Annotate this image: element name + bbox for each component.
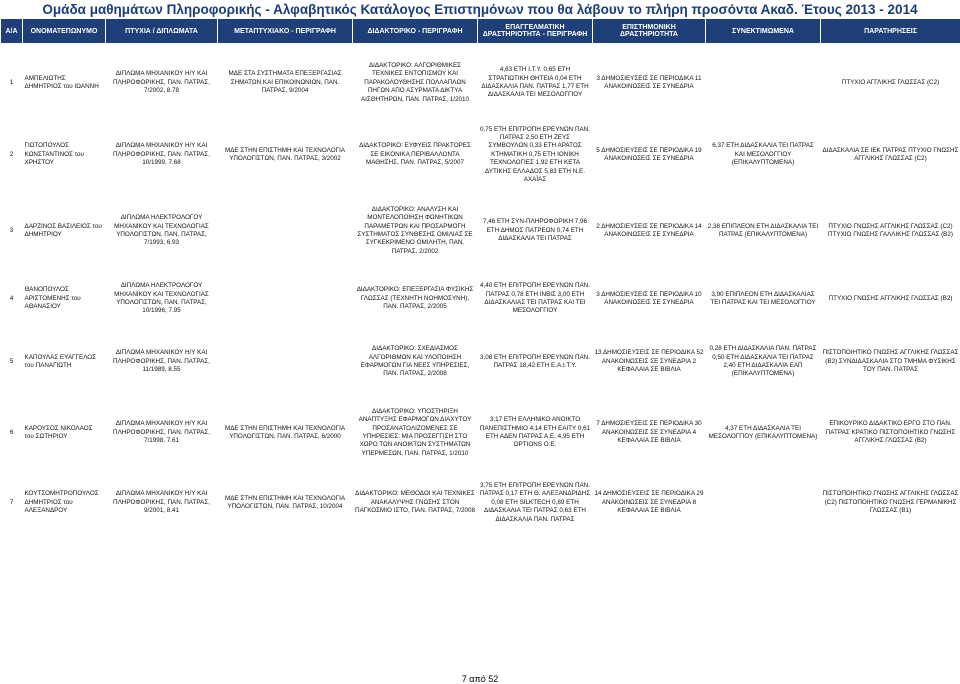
work-cell: 4,40 ΕΤΗ ΕΠΙΤΡΟΠΗ ΕΡΕΥΝΩΝ ΠΑΝ. ΠΑΤΡΑΣ 0,78 ΕΤΗ ΙΝΒΙΣ 3,00 ΕΤΗ ΔΙΔΑΣΚΑΛΙΑΣ ΤΕΙ ΠΑΤΡΑΣ ΚΑΙ ΤΕΙ ΜΕΣΟΛΟΓΓΙΟΥ bbox=[479, 282, 591, 315]
degree-cell: ΔΙΠΛΩΜΑ ΜΗΧΑΝΙΚΟΥ Η/Υ ΚΑΙ ΠΛΗΡΟΦΟΡΙΚΗΣ, ΠΑΝ. ΠΑΤΡΑΣ, 10/1999, 7.68 bbox=[113, 142, 210, 167]
page-number: 7 από 52 bbox=[461, 674, 499, 684]
candidate-name: ΑΜΠΕΛΙΩΤΗΣ ΔΗΜΗΤΡΙΟΣ του ΙΩΑΝΝΗ bbox=[24, 74, 99, 90]
degree-cell: ΔΙΠΛΩΜΑ ΜΗΧΑΝΙΚΟΥ Η/Υ ΚΑΙ ΠΛΗΡΟΦΟΡΙΚΗΣ, ΠΑΝ. ΠΑΤΡΑΣ, 9/2001, 8.41 bbox=[113, 490, 210, 515]
notes-cell: ΠΙΣΤΟΠΟΙΗΤΙΚΟ ΓΝΩΣΗΣ ΑΓΓΛΙΚΗΣ ΓΛΩΣΣΑΣ (C2) ΠΙΣΤΟΠΟΙΗΤΙΚΟ ΓΝΩΣΗΣ ΓΕΡΜΑΝΙΚΗΣ ΓΛΩΣΣΑΣ (B1) bbox=[822, 490, 959, 515]
row-number: 4 bbox=[9, 294, 14, 302]
work-cell: 4,63 ΕΤΗ Ι.Τ.Υ. 0,65 ΕΤΗ ΣΤΡΑΤΙΩΤΙΚΗ ΘΗΤΕΙΑ 0,04 ΕΤΗ ΔΙΔΑΣΚΑΛΙΑ ΠΑΝ. ΠΑΤΡΑΣ 1,77 ΕΤΗ ΔΙΔΑΣΚΑΛΙΑ ΤΕΙ ΜΕΣΟΛΟΓΓΙΟΥ bbox=[481, 66, 589, 99]
master-cell bbox=[218, 274, 353, 324]
column-header: ΟΝΟΜΑΤΕΠΩΝΥΜΟ bbox=[23, 19, 106, 44]
degree-cell: ΔΙΠΛΩΜΑ ΜΗΧΑΝΙΚΟΥ Η/Υ ΚΑΙ ΠΛΗΡΟΦΟΡΙΚΗΣ, ΠΑΝ. ΠΑΤΡΑΣ, 7/1998, 7.61 bbox=[113, 420, 210, 445]
science-cell: 2 ΔΗΜΟΣΙΕΥΣΕΙΣ ΣΕ ΠΕΡΙΟΔΙΚΑ 14 ΑΝΑΚΟΙΝΩΣΕΙΣ ΣΕ ΣΥΝΕΔΡΙΑ bbox=[596, 222, 702, 238]
work-cell: 0,75 ΕΤΗ ΕΠΙΤΡΟΠΗ ΕΡΕΥΝΩΝ ΠΑΝ. ΠΑΤΡΑΣ 2,50 ΕΤΗ ΖΕΥΣ ΣΥΜΒΟΥΛΩΝ 0,33 ΕΤΗ ΑΡΑΤΟΣ ΚΤΗΜΑΤΙΚΗ 0,75 ΕΤΗ ΙΟΝΙΚΗ ΤΕΧΝΟΛΟΓΙΕΣ 1,92 ΕΤΗ ΚΕΤΑ ΔΥΤΙΚΗΣ ΕΛΛΑΔΟΣ 5,83 ΕΤΗ Ν.Ε. ΑΧΑΪΑΣ bbox=[479, 125, 591, 184]
science-cell: 7 ΔΗΜΟΣΙΕΥΣΕΙΣ ΣΕ ΠΕΡΙΟΔΙΚΑ 30 ΑΝΑΚΟΙΝΩΣΕΙΣ ΣΕ ΣΥΝΕΔΡΙΑ 4 ΚΕΦΑΛΑΙΑ ΣΕ ΒΙΒΛΙΑ bbox=[596, 420, 702, 445]
row-number: 7 bbox=[9, 498, 14, 506]
science-cell: 14 ΔΗΜΟΣΙΕΥΣΕΙΣ ΣΕ ΠΕΡΙΟΔΙΚΑ 29 ΑΝΑΚΟΙΝΩΣΕΙΣ ΣΕ ΣΥΝΕΔΡΙΑ 8 ΚΕΦΑΛΑΙΑ ΣΕ ΒΙΒΛΙΑ bbox=[594, 490, 704, 515]
candidate-name: ΚΑΡΟΥΣΟΣ ΝΙΚΟΛΑΟΣ του ΣΩΤΗΡΙΟΥ bbox=[24, 424, 93, 440]
column-header: ΕΠΙΣΤΗΜΟΝΙΚΗ ΔΡΑΣΤΗΡΙΟΤΗΤΑ bbox=[593, 19, 706, 44]
master-cell: ΜΔΕ ΣΤΗΝ ΕΠΙΣΤΗΜΗ ΚΑΙ ΤΕΧΝΟΛΟΓΙΑ ΥΠΟΛΟΓΙΣΤΩΝ, ΠΑΝ. ΠΑΤΡΑΣ, 10/2004 bbox=[224, 494, 346, 510]
extra-cell bbox=[706, 50, 821, 116]
degree-cell: ΔΙΠΛΩΜΑ ΗΛΕΚΤΡΟΛΟΓΟΥ ΜΗΧΑΝΙΚΟΥ ΚΑΙ ΤΕΧΝΟΛΟΓΙΑΣ ΥΠΟΛΟΓΙΣΤΩΝ, ΠΑΝ. ΠΑΤΡΑΣ, 7/1993, 6.93 bbox=[114, 214, 209, 247]
column-header: ΔΙΔΑΚΤΟΡΙΚΟ - ΠΕΡΙΓΡΑΦΗ bbox=[353, 19, 478, 44]
notes-cell: ΠΤΥΧΙΟ ΑΓΓΛΙΚΗΣ ΓΛΩΣΣΑΣ (C2) bbox=[841, 78, 940, 86]
table-row bbox=[1, 50, 960, 116]
notes-cell: ΕΠΙΚΟΥΡΙΚΟ ΔΙΔΑΚΤΙΚΟ ΕΡΓΟ ΣΤΟ ΠΑΝ. ΠΑΤΡΑΣ ΚΡΑΤΙΚΟ ΠΙΣΤΟΠΟΙΗΤΙΚΟ ΓΝΩΣΗΣ ΑΓΓΛΙΚΗΣ ΓΛΩΣΣΑΣ (B2) bbox=[825, 420, 956, 445]
phd-cell: ΔΙΔΑΚΤΟΡΙΚΟ: ΣΧΕΔΙΑΣΜΟΣ ΑΛΓΟΡΙΘΜΩΝ ΚΑΙ ΥΛΟΠΟΙΗΣΗ ΕΦΑΡΜΟΓΩΝ ΓΙΑ ΝΕΕΣ ΥΠΗΡΕΣΙΕΣ, ΠΑΝ. ΠΑΤΡΑΣ, 2/2008 bbox=[360, 345, 470, 378]
science-cell: 3 ΔΗΜΟΣΙΕΥΣΕΙΣ ΣΕ ΠΕΡΙΟΔΙΚΑ 11 ΑΝΑΚΟΙΝΩΣΕΙΣ ΣΕ ΣΥΝΕΔΡΙΑ bbox=[596, 74, 702, 90]
extra-cell: 6,37 ΕΤΗ ΔΙΔΑΣΚΑΛΙΑ ΤΕΙ ΠΑΤΡΑΣ ΚΑΙ ΜΕΣΟΛΟΓΓΙΟΥ (ΕΠΙΚΑΛΥΠΤΟΜΕΝΑ) bbox=[712, 142, 814, 167]
phd-cell: ΔΙΔΑΚΤΟΡΙΚΟ: ΕΥΦΥΕΙΣ ΠΡΑΚΤΟΡΕΣ ΣΕ ΕΙΚΟΝΙΚΑ ΠΕΡΙΒΑΛΛΟΝΤΑ ΜΑΘΗΣΗΣ, ΠΑΝ. ΠΑΤΡΑΣ, 5/2007 bbox=[359, 142, 471, 167]
phd-cell: ΔΙΔΑΚΤΟΡΙΚΟ: ΑΝΑΛΥΣΗ ΚΑΙ ΜΟΝΤΕΛΟΠΟΙΗΣΗ ΦΩΝΗΤΙΚΩΝ ΠΑΡΑΜΕΤΡΩΝ ΚΑΙ ΠΡΟΣΑΡΜΟΓΗ ΣΥΣΤΗΜΑΤΟΣ ΣΥΝΘΕΣΗΣ ΟΜΙΛΙΑΣ ΣΕ ΣΥΓΚΕΚΡΙΜΕΝΟ ΟΜΙΛΗΤΗ, ΠΑΝ. ΠΑΤΡΑΣ, 2/2002 bbox=[357, 205, 473, 255]
extra-cell: 2,38 ΕΠΙΠΛΕΟΝ ΕΤΗ ΔΙΔΑΣΚΑΛΙΑ ΤΕΙ ΠΑΤΡΑΣ (ΕΠΙΚΑΛΥΠΤΟΜΕΝΑ) bbox=[707, 222, 819, 238]
candidate-name: ΚΟΥΤΣΟΜΗΤΡΟΠΟΥΛΟΣ ΔΗΜΗΤΡΙΟΣ του ΑΛΕΞΑΝΔΡΟΥ bbox=[24, 490, 99, 515]
extra-cell: 0,28 ΕΤΗ ΔΙΔΑΣΚΑΛΙΑ ΠΑΝ. ΠΑΤΡΑΣ 0,50 ΕΤΗ ΔΙΔΑΣΚΑΛΙΑ ΤΕΙ ΠΑΤΡΑΣ 2,40 ΕΤΗ ΔΙΔΑΣΚΑΛΙΑ ΕΑΠ (ΕΠΙΚΑΛΥΠΤΟΜΕΝΑ) bbox=[709, 345, 817, 378]
phd-cell: ΔΙΔΑΚΤΟΡΙΚΟ: ΕΠΕΞΕΡΓΑΣΙΑ ΦΥΣΙΚΗΣ ΓΛΩΣΣΑΣ (ΤΕΧΝΗΤΗ ΝΟΗΜΟΣΥΝΗ), ΠΑΝ. ΠΑΤΡΑΣ, 2/2005 bbox=[356, 286, 474, 311]
table-row bbox=[1, 122, 960, 188]
extra-cell: 4,37 ΕΤΗ ΔΙΔΑΣΚΑΛΙΑ ΤΕΙ ΜΕΣΟΛΟΓΓΙΟΥ (ΕΠΙΚΑΛΥΠΤΟΜΕΝΑ) bbox=[708, 424, 818, 440]
candidates-table bbox=[0, 18, 960, 534]
candidate-name: ΚΑΠΟΥΛΑΣ ΕΥΑΓΓΕΛΟΣ του ΠΑΝΑΓΙΩΤΗ bbox=[24, 353, 97, 369]
column-header: ΣΥΝΕΚΤΙΜΩΜΕΝΑ bbox=[706, 19, 821, 44]
degree-cell: ΔΙΠΛΩΜΑ ΗΛΕΚΤΡΟΛΟΓΟΥ ΜΗΧΑΝΙΚΟΥ ΚΑΙ ΤΕΧΝΟΛΟΓΙΑΣ ΥΠΟΛΟΓΙΣΤΩΝ, ΠΑΝ. ΠΑΤΡΑΣ, 10/1996, 7.95 bbox=[114, 282, 209, 315]
work-cell: 7,46 ΕΤΗ ΣΥΝ-ΠΛΗΡΟΦΟΡΙΚΗ 7,96 ΕΤΗ ΔΗΜΟΣ ΠΑΤΡΕΩΝ 0,74 ΕΤΗ ΔΙΔΑΣΚΑΛΙΑ ΤΕΙ ΠΑΤΡΑΣ bbox=[482, 218, 588, 243]
master-cell: ΜΔΕ ΣΤΑ ΣΥΣΤΗΜΑΤΑ ΕΠΕΞΕΡΓΑΣΙΑΣ ΣΗΜΑΤΩΝ ΚΑΙ ΕΠΙΚΟΙΝΩΝΙΩΝ, ΠΑΝ. ΠΑΤΡΑΣ, 9/2004 bbox=[228, 70, 342, 95]
column-header: ΠΤΥΧΙΑ / ΔΙΠΛΩΜΑΤΑ bbox=[106, 19, 218, 44]
master-cell bbox=[218, 330, 353, 394]
candidate-name: ΔΑΡΖΙΝΟΣ ΒΑΣΙΛΕΙΟΣ του ΔΗΜΗΤΡΙΟΥ bbox=[24, 222, 102, 238]
notes-cell: ΔΙΔΑΣΚΑΛΙΑ ΣΕ ΙΕΚ ΠΑΤΡΑΣ ΠΤΥΧΙΟ ΓΝΩΣΗΣ ΑΓΓΛΙΚΗΣ ΓΛΩΣΣΑΣ (C2) bbox=[822, 146, 959, 162]
science-cell: 3 ΔΗΜΟΣΙΕΥΣΕΙΣ ΣΕ ΠΕΡΙΟΔΙΚΑ 10 ΑΝΑΚΟΙΝΩΣΕΙΣ ΣΕ ΣΥΝΕΔΡΙΑ bbox=[596, 290, 702, 306]
row-number: 1 bbox=[9, 78, 14, 86]
phd-cell: ΔΙΔΑΚΤΟΡΙΚΟ: ΥΠΟΣΤΗΡΙΞΗ ΑΝΑΠΤΥΞΗΣ ΕΦΑΡΜΟΓΩΝ ΔΙΑΧΥΤΟΥ ΠΡΟΣΑΝΑΤΟΛΙΖΟΜΕΝΕΣ ΣΕ ΥΠΗΡΕΣΙΕΣ: ΜΙΑ ΠΡΟΣΕΓΓΙΣΗ ΣΤΟ ΧΩΡΟ ΤΩΝ ΑΝΟΙΚΤΩΝ ΣΥΣΤΗΜΑΤΩΝ ΥΠΕΡΜΕΣΩΝ, ΠΑΝ. ΠΑΤΡΑΣ, 1/2010 bbox=[358, 407, 472, 457]
page-title: Ομάδα μαθημάτων Πληροφορικής - Αλφαβητικός Κατάλογος Επιστημόνων που θα λάβουν το πλήρη προσόντα Ακαδ. Έτους 2013 - 2014 bbox=[42, 2, 918, 17]
master-cell: ΜΔΕ ΣΤΗΝ ΕΠΙΣΤΗΜΗ ΚΑΙ ΤΕΧΝΟΛΟΓΙΑ ΥΠΟΛΟΓΙΣΤΩΝ, ΠΑΝ. ΠΑΤΡΑΣ, 6/2000 bbox=[224, 424, 346, 440]
science-cell: 5 ΔΗΜΟΣΙΕΥΣΕΙΣ ΣΕ ΠΕΡΙΟΔΙΚΑ 19 ΑΝΑΚΟΙΝΩΣΕΙΣ ΣΕ ΣΥΝΕΔΡΙΑ bbox=[596, 146, 702, 162]
column-header: ΠΑΡΑΤΗΡΗΣΕΙΣ bbox=[821, 19, 960, 44]
candidate-name: ΘΑΝΟΠΟΥΛΟΣ ΑΡΙΣΤΟΜΕΝΗΣ του ΑΘΑΝΑΣΙΟΥ bbox=[24, 286, 81, 311]
row-number: 3 bbox=[9, 226, 14, 234]
row-number: 5 bbox=[9, 357, 14, 365]
column-header: Α/Α bbox=[1, 19, 23, 44]
work-cell: 3,17 ΕΤΗ ΕΛΛΗΝΙΚΟ ΑΝΟΙΚΤΟ ΠΑΝΕΠΙΣΤΗΜΙΟ 4,14 ΕΤΗ ΕΑΙΤΥ 0,61 ΕΤΗ ΑΔΕΝ ΠΑΤΡΑΣ Α.Ε. 4,95 ΕΤΗ OPTIONS Ο.Ε. bbox=[479, 416, 591, 449]
column-header: ΜΕΤΑΠΤΥΧΙΑΚΟ - ΠΕΡΙΓΡΑΦΗ bbox=[218, 19, 353, 44]
work-cell: 3,75 ΕΤΗ ΕΠΙΤΡΟΠΗ ΕΡΕΥΝΩΝ ΠΑΝ. ΠΑΤΡΑΣ 0,17 ΕΤΗ Θ. ΑΛΕΞΑΝΔΡΙΔΗΣ 0,08 ΕΤΗ SILKTECH 0,89 ΕΤΗ ΔΙΔΑΣΚΑΛΙΑ ΤΕΙ ΠΑΤΡΑΣ 0,63 ΕΤΗ ΔΙΔΑΣΚΑΛΙΑ ΠΑΝ. ΠΑΤΡΑΣ bbox=[479, 481, 591, 523]
notes-cell: ΠΤΥΧΙΟ ΓΝΩΣΗΣ ΑΓΓΛΙΚΗΣ ΓΛΩΣΣΑΣ (C2) ΠΤΥΧΙΟ ΓΝΩΣΗΣ ΓΑΛΛΙΚΗΣ ΓΛΩΣΣΑΣ (B2) bbox=[828, 222, 953, 238]
table-row bbox=[1, 194, 960, 268]
master-cell: ΜΔΕ ΣΤΗΝ ΕΠΙΣΤΗΜΗ ΚΑΙ ΤΕΧΝΟΛΟΓΙΑ ΥΠΟΛΟΓΙΣΤΩΝ, ΠΑΝ. ΠΑΤΡΑΣ, 3/2002 bbox=[224, 146, 346, 162]
extra-cell: 3,90 ΕΠΙΠΛΕΟΝ ΕΤΗ ΔΙΔΑΣΚΑΛΙΑΣ ΤΕΙ ΠΑΤΡΑΣ ΚΑΙ ΤΕΙ ΜΕΣΟΛΟΓΓΙΟΥ bbox=[710, 290, 816, 306]
extra-cell bbox=[706, 472, 821, 534]
row-number: 2 bbox=[9, 150, 14, 158]
degree-cell: ΔΙΠΛΩΜΑ ΜΗΧΑΝΙΚΟΥ Η/Υ ΚΑΙ ΠΛΗΡΟΦΟΡΙΚΗΣ, ΠΑΝ. ΠΑΤΡΑΣ, 7/2002, 8.78 bbox=[113, 70, 210, 95]
phd-cell: ΔΙΔΑΚΤΟΡΙΚΟ: ΜΕΘΟΔΟΙ ΚΑΙ ΤΕΧΝΙΚΕΣ ΑΝΑΚΑΛΥΨΗΣ ΓΝΩΣΗΣ ΣΤΟΝ ΠΑΓΚΟΣΜΙΟ ΙΣΤΟ, ΠΑΝ. ΠΑΤΡΑΣ, 7/2008 bbox=[355, 490, 475, 515]
master-cell bbox=[218, 194, 353, 268]
work-cell: 3,08 ΕΤΗ ΕΠΙΤΡΟΠΗ ΕΡΕΥΝΩΝ ΠΑΝ. ΠΑΤΡΑΣ 18,42 ΕΤΗ Ε.Α.Ι.Τ.Υ. bbox=[479, 353, 591, 369]
table-row bbox=[1, 472, 960, 534]
notes-cell: ΠΙΣΤΟΠΟΙΗΤΙΚΟ ΓΝΩΣΗΣ ΑΓΓΛΙΚΗΣ ΓΛΩΣΣΑΣ (B2) ΣΥΝΔΙΔΑΣΚΑΛΙΑ ΣΤΟ ΤΜΗΜΑ ΦΥΣΙΚΗΣ ΤΟΥ ΠΑΝ. ΠΑΤΡΑΣ bbox=[822, 349, 959, 374]
row-number: 6 bbox=[9, 428, 14, 436]
degree-cell: ΔΙΠΛΩΜΑ ΜΗΧΑΝΙΚΟΥ Η/Υ ΚΑΙ ΠΛΗΡΟΦΟΡΙΚΗΣ, ΠΑΝ. ΠΑΤΡΑΣ, 11/1989, 8.55 bbox=[113, 349, 210, 374]
phd-cell: ΔΙΔΑΚΤΟΡΙΚΟ: ΑΛΓΟΡΙΘΜΙΚΕΣ ΤΕΧΝΙΚΕΣ ΕΝΤΟΠΙΣΜΟΥ ΚΑΙ ΠΑΡΑΚΟΛΟΥΘΗΣΗΣ ΠΟΛΛΑΠΛΩΝ ΠΗΓΩΝ ΑΠΟ ΑΣΥΡΜΑΤΑ ΔΙΚΤΥΑ ΑΙΣΘΗΤΗΡΩΝ, ΠΑΝ. ΠΑΤΡΑΣ, 1/2010 bbox=[360, 61, 470, 103]
notes-cell: ΠΤΥΧΙΟ ΓΝΩΣΗΣ ΑΓΓΛΙΚΗΣ ΓΛΩΣΣΑΣ (B2) bbox=[828, 294, 953, 302]
table-header-row bbox=[1, 19, 960, 44]
table-row bbox=[1, 330, 960, 394]
science-cell: 13 ΔΗΜΟΣΙΕΥΣΕΙΣ ΣΕ ΠΕΡΙΟΔΙΚΑ 52 ΑΝΑΚΟΙΝΩΣΕΙΣ ΣΕ ΣΥΝΕΔΡΙΑ 2 ΚΕΦΑΛΑΙΑ ΣΕ ΒΙΒΛΙΑ bbox=[594, 349, 704, 374]
table-row bbox=[1, 274, 960, 324]
table-row bbox=[1, 400, 960, 466]
candidate-name: ΓΙΩΤΟΠΟΥΛΟΣ ΚΩΝΣΤΑΝΤΙΝΟΣ του ΧΡΗΣΤΟΥ bbox=[24, 142, 85, 167]
column-header: ΕΠΑΓΓΕΛΜΑΤΙΚΗ ΔΡΑΣΤΗΡΙΟΤΗΤΑ - ΠΕΡΙΓΡΑΦΗ bbox=[478, 19, 593, 44]
